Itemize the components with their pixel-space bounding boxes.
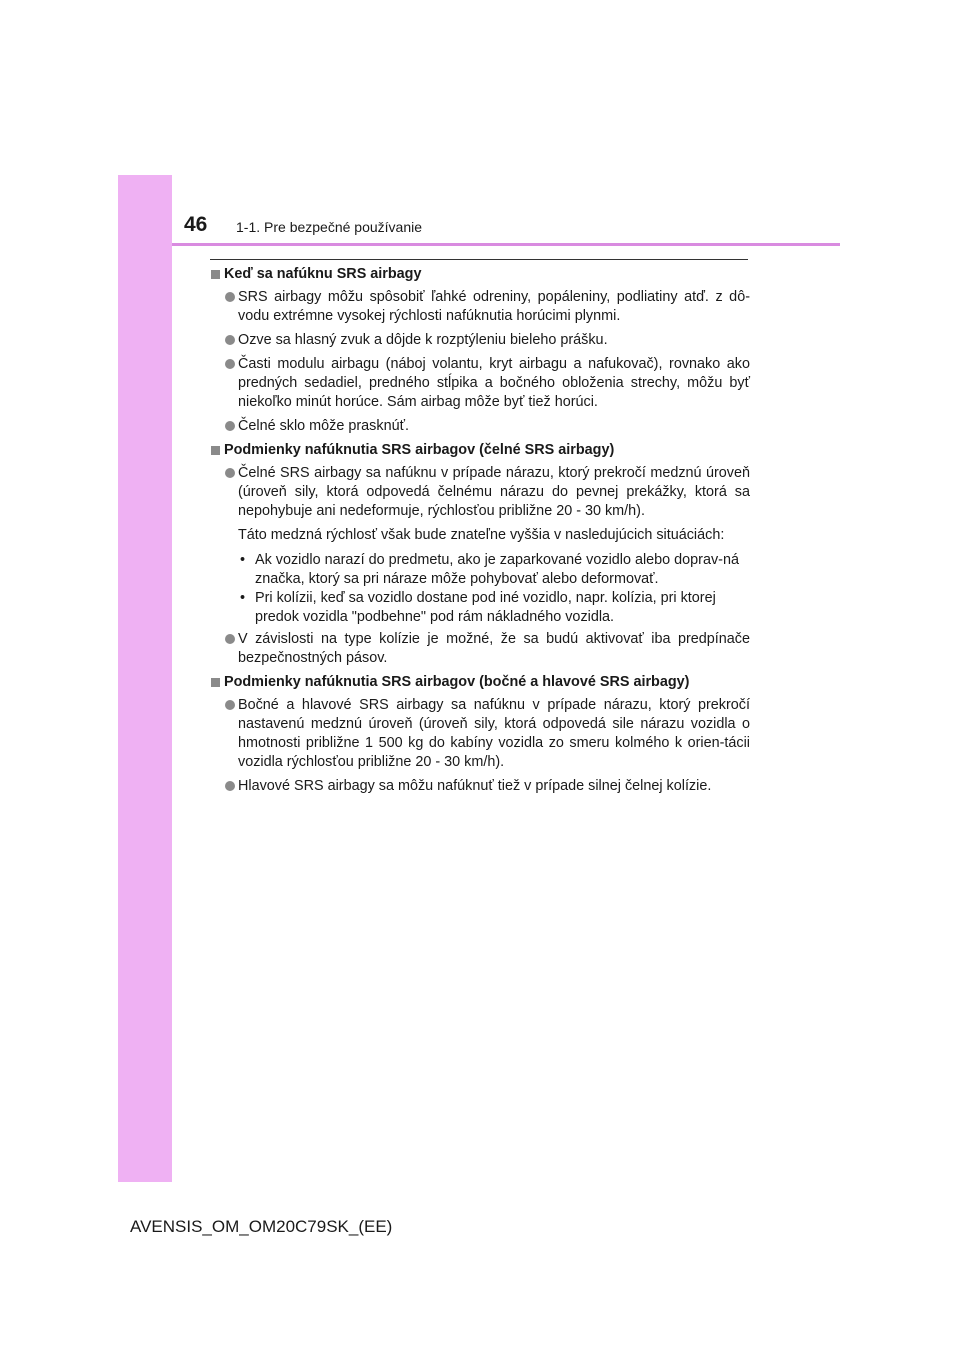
section-heading: Keď sa nafúknu SRS airbagy [210, 265, 750, 284]
bullet-item: SRS airbagy môžu spôsobiť ľahké odreniny, popáleniny, podliatiny atď. z dô-vodu extrémne vysokej rýchlosti nafúknutia horúcimi plynmi. [210, 288, 750, 326]
page-content [210, 265, 750, 801]
side-color-strip [118, 175, 172, 1182]
note-text: Táto medzná rýchlosť však bude znateľne vyššia v nasledujúcich situáciách: [238, 527, 725, 543]
section-airbag-deployment [210, 265, 750, 436]
section-front-airbag-conditions [210, 441, 750, 668]
section-heading: Podmienky nafúknutia SRS airbagov (čelné SRS airbagy) [210, 441, 750, 460]
bullet-item: Hlavové SRS airbagy sa môžu nafúknuť tiež v prípade silnej čelnej kolízie. [210, 777, 750, 796]
section-title: 1-1. Pre bezpečné používanie [236, 219, 423, 235]
document-code: AVENSIS_OM_OM20C79SK_(EE) [130, 1217, 393, 1236]
sub-list-item: • Ak vozidlo narazí do predmetu, ako je zaparkované vozidlo alebo doprav-ná značka, ktorý sa pri náraze môže pohybovať alebo deformovať. [210, 551, 750, 589]
section-heading: Podmienky nafúknutia SRS airbagov (bočné a hlavové SRS airbagy) [210, 673, 750, 692]
bullet-item: Ozve sa hlasný zvuk a dôjde k rozptýleniu bieleho prášku. [210, 331, 750, 350]
section-side-airbag-conditions [210, 673, 750, 796]
bullet-item: Časti modulu airbagu (náboj volantu, kryt airbagu a nafukovač), rovnako ako predných sedadiel, predného stĺpika a bočného obloženia strechy, môžu byť niekoľko minút horúce. Sám airbag môže byť tiež horúci. [210, 355, 750, 412]
bullet-item: Čelné SRS airbagy sa nafúknu v prípade nárazu, ktorý prekročí medznú úroveň (úroveň sily, ktorá odpovedá čelnému nárazu do pevnej prekážky, ktorá sa nepohybuje ani nedeformuje, rýchlosťou približne 20 - 30 km/h). [210, 464, 750, 521]
sub-list [210, 551, 750, 627]
sub-list-item: • Pri kolízii, keď sa vozidlo dostane pod iné vozidlo, napr. kolízia, pri ktorej predok vozidla "podbehne" pod rám nákladného vozidla. [210, 589, 750, 627]
bullet-item: Bočné a hlavové SRS airbagy sa nafúknu v prípade nárazu, ktorý prekročí nastavenú medznú úroveň (úroveň sily, ktorá odpovedá sile nárazu vozidla o hmotnosti približne 1 500 kg do kabíny vozidla zo smeru kolmého k orien-tácii vozidla rýchlosťou približne 20 - 30 km/h). [210, 696, 750, 772]
page-number: 46 [184, 213, 208, 236]
bullet-item: V závislosti na type kolízie je možné, že sa budú aktivovať iba predpínače bezpečnostných pásov. [210, 630, 750, 668]
header-rule [172, 243, 840, 246]
bullet-item: Čelné sklo môže prasknúť. [210, 417, 750, 436]
content-divider [210, 259, 748, 260]
